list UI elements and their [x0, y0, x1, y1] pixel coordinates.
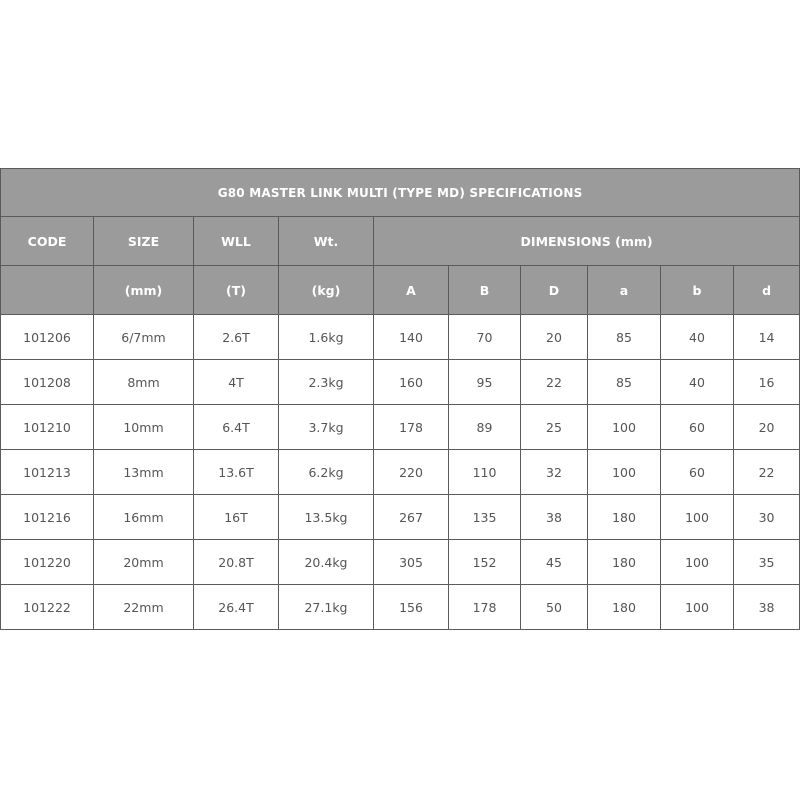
cell-dim-B: 135: [449, 495, 521, 540]
cell-code: 101208: [1, 360, 94, 405]
table-row: [1, 450, 800, 495]
cell-dim-B: 89: [449, 405, 521, 450]
cell-dim-b: 100: [661, 540, 734, 585]
cell-weight: 13.5kg: [279, 495, 374, 540]
cell-code: 101213: [1, 450, 94, 495]
cell-size: 16mm: [94, 495, 194, 540]
cell-dim-b: 60: [661, 405, 734, 450]
table-row: [1, 585, 800, 630]
cell-dim-a: 100: [588, 450, 661, 495]
subheader-dim-d: d: [734, 266, 800, 315]
cell-code: 101216: [1, 495, 94, 540]
subheader-dim-a: a: [588, 266, 661, 315]
header-dimensions: DIMENSIONS (mm): [374, 217, 800, 266]
cell-dim-D: 25: [521, 405, 588, 450]
cell-dim-a: 85: [588, 360, 661, 405]
cell-dim-b: 40: [661, 360, 734, 405]
subheader-dim-D: D: [521, 266, 588, 315]
cell-dim-d: 22: [734, 450, 800, 495]
cell-weight: 6.2kg: [279, 450, 374, 495]
cell-dim-d: 30: [734, 495, 800, 540]
cell-dim-A: 140: [374, 315, 449, 360]
cell-size: 22mm: [94, 585, 194, 630]
cell-code: 101206: [1, 315, 94, 360]
cell-weight: 27.1kg: [279, 585, 374, 630]
subheader-dim-A: A: [374, 266, 449, 315]
subheader-size-unit: (mm): [94, 266, 194, 315]
cell-dim-B: 95: [449, 360, 521, 405]
cell-size: 10mm: [94, 405, 194, 450]
subheader-weight-unit: (kg): [279, 266, 374, 315]
cell-dim-A: 267: [374, 495, 449, 540]
cell-dim-D: 50: [521, 585, 588, 630]
cell-code: 101210: [1, 405, 94, 450]
cell-code: 101220: [1, 540, 94, 585]
cell-dim-D: 22: [521, 360, 588, 405]
table-row: [1, 315, 800, 360]
cell-wll: 13.6T: [194, 450, 279, 495]
cell-wll: 16T: [194, 495, 279, 540]
cell-dim-D: 38: [521, 495, 588, 540]
cell-dim-a: 180: [588, 540, 661, 585]
cell-wll: 2.6T: [194, 315, 279, 360]
cell-dim-A: 220: [374, 450, 449, 495]
cell-dim-B: 178: [449, 585, 521, 630]
header-size: SIZE: [94, 217, 194, 266]
cell-dim-d: 16: [734, 360, 800, 405]
cell-dim-b: 40: [661, 315, 734, 360]
table-row: [1, 360, 800, 405]
table-row: [1, 405, 800, 450]
cell-dim-D: 32: [521, 450, 588, 495]
cell-weight: 1.6kg: [279, 315, 374, 360]
cell-dim-D: 20: [521, 315, 588, 360]
cell-dim-A: 156: [374, 585, 449, 630]
cell-wll: 6.4T: [194, 405, 279, 450]
cell-dim-a: 180: [588, 585, 661, 630]
cell-dim-D: 45: [521, 540, 588, 585]
table-row: [1, 495, 800, 540]
cell-dim-b: 100: [661, 495, 734, 540]
cell-wll: 20.8T: [194, 540, 279, 585]
cell-dim-d: 20: [734, 405, 800, 450]
cell-size: 20mm: [94, 540, 194, 585]
subheader-code: [1, 266, 94, 315]
cell-dim-b: 100: [661, 585, 734, 630]
table-row: [1, 540, 800, 585]
cell-dim-a: 85: [588, 315, 661, 360]
subheader-dim-B: B: [449, 266, 521, 315]
cell-dim-b: 60: [661, 450, 734, 495]
subheader-wll-unit: (T): [194, 266, 279, 315]
cell-dim-d: 38: [734, 585, 800, 630]
cell-dim-a: 100: [588, 405, 661, 450]
cell-dim-d: 35: [734, 540, 800, 585]
cell-dim-B: 110: [449, 450, 521, 495]
cell-weight: 2.3kg: [279, 360, 374, 405]
cell-dim-d: 14: [734, 315, 800, 360]
cell-weight: 3.7kg: [279, 405, 374, 450]
cell-dim-a: 180: [588, 495, 661, 540]
header-weight: Wt.: [279, 217, 374, 266]
cell-dim-B: 152: [449, 540, 521, 585]
cell-wll: 26.4T: [194, 585, 279, 630]
cell-dim-A: 160: [374, 360, 449, 405]
cell-code: 101222: [1, 585, 94, 630]
cell-dim-B: 70: [449, 315, 521, 360]
cell-dim-A: 178: [374, 405, 449, 450]
cell-size: 8mm: [94, 360, 194, 405]
cell-size: 13mm: [94, 450, 194, 495]
cell-size: 6/7mm: [94, 315, 194, 360]
header-code: CODE: [1, 217, 94, 266]
cell-wll: 4T: [194, 360, 279, 405]
cell-weight: 20.4kg: [279, 540, 374, 585]
header-wll: WLL: [194, 217, 279, 266]
table-title: G80 MASTER LINK MULTI (TYPE MD) SPECIFICATIONS: [1, 169, 800, 217]
specifications-table: [0, 168, 800, 630]
cell-dim-A: 305: [374, 540, 449, 585]
subheader-dim-b: b: [661, 266, 734, 315]
